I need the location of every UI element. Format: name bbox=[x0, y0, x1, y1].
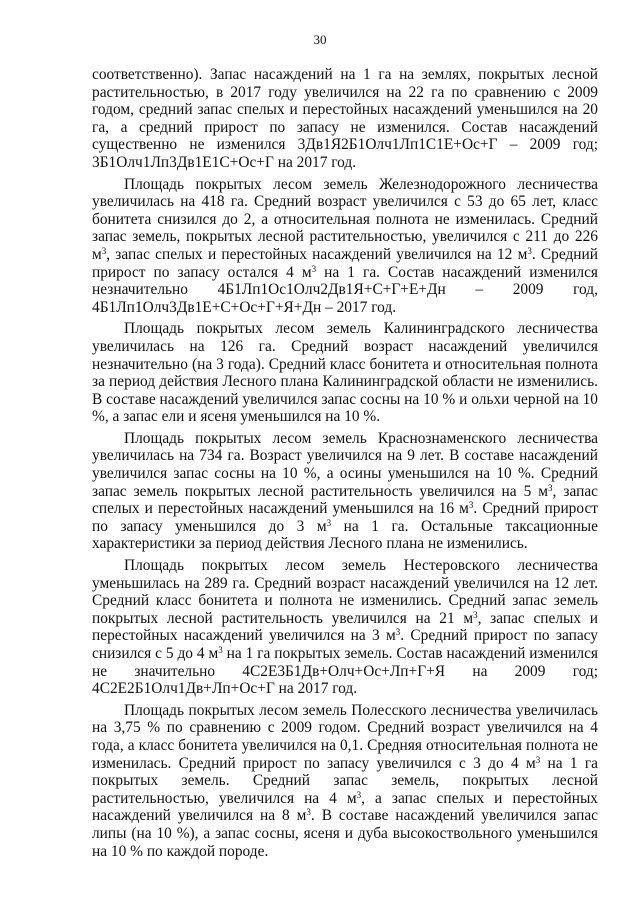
superscript: 3 bbox=[311, 263, 317, 274]
superscript: 3 bbox=[473, 609, 478, 620]
paragraph-continuation bbox=[92, 66, 598, 172]
text-run: Площадь покрытых лесом земель Нестеровского лесничества уменьшилась на 289 га. Средний возраст насаждений увеличился на 12 лет. Средний класс бонитета и полнота не изменились. Средний запас земель покрытых лесной растительность увеличился на 21 м bbox=[92, 557, 598, 627]
text-run: . Средний прирост по запасу снизился с 5 до 4 м bbox=[92, 627, 598, 662]
superscript: 3 bbox=[535, 754, 541, 765]
superscript: 3 bbox=[101, 245, 107, 256]
superscript: 3 bbox=[218, 645, 223, 655]
paragraph-zheleznodorozhny bbox=[92, 176, 598, 317]
text-run: Площадь покрытых лесом земель Краснознаменского лесничества увеличилась на 734 га. Возраст увеличился на 9 лет. В составе насаждений увеличился запас сосны на 10 %, а осины уменьшился на 10 %. Средний запас земель покрытых лесной растительность увеличился на 5 м bbox=[92, 429, 598, 500]
text-run: , запас спелых и перестойных насаждений уменьшился на 16 м bbox=[92, 482, 598, 518]
text-run: Площадь покрытых лесом земель Калининградского лесничества увеличилась на 126 га. Средний возраст насаждений увеличился незначительно (на 3 года). Средний класс бонитета и относительная полнота за период действия Лесного плана Калининградской области не изменились. В составе насаждений увеличился запас сосны на 10 % и ольхи черной на 10 %, а запас ели и ясеня уменьшился на 10 %. bbox=[92, 320, 598, 426]
paragraph-krasnoznamensk bbox=[92, 430, 598, 553]
page-number: 30 bbox=[313, 32, 327, 47]
text-run: соответственно). Запас насаждений на 1 га на землях, покрытых лесной растительностью, в 2017 году увеличился на 22 га по сравнению с 2009 годом, средний запас спелых и перестойных насаждений уменьшился на 20 га, а средний прирост по запасу не изменился. Состав насаждений существенно не изменился 3Дв1Я2Б1Олч1Лп1С1Е+Ос+Г – 2009 год; 3Б1Олч1Лп3Дв1Е1С+Ос+Г на 2017 год. bbox=[92, 66, 598, 171]
text-run: на 1 га. Остальные таксационные характеристики за период действия Лесного плана не изменились. bbox=[92, 517, 598, 553]
superscript: 3 bbox=[306, 807, 311, 818]
text-run: , запас спелых и перестойных насаждений увеличился на 12 м bbox=[106, 245, 528, 263]
superscript: 3 bbox=[395, 627, 401, 638]
text-run: , а запас спелых и перестойных насаждений увеличился на 8 м bbox=[92, 789, 598, 825]
superscript: 3 bbox=[356, 789, 362, 800]
text-run: на 1 га. Состав насаждений изменился незначительно 4Б1Лп1Ос1Олч2Дв1Я+С+Г+Е+Дн – 2009 год, 4Б1Лп1Олч3Дв1Е+С+Ос+Г+Я+Дн – 2017 год. bbox=[92, 263, 598, 316]
text-run: Площадь покрытых лесом земель Полесского лесничества увеличилась на 3,75 % по сравнению с 2009 годом. Средний возраст увеличился на 4 года, а класс бонитета увеличился на 0,1. Средняя относительная полнота не изменилась. Средний прирост по запасу увеличился с 3 до 4 м bbox=[92, 701, 598, 772]
superscript: 3 bbox=[527, 245, 532, 256]
text-run: . Средний прирост по запасу уменьшился до 3 м bbox=[92, 500, 599, 535]
superscript: 3 bbox=[548, 482, 553, 493]
paragraph-polessk bbox=[92, 702, 598, 860]
text-run: , запас спелых и перестойных насаждений увеличился на 3 м bbox=[92, 609, 598, 645]
text-run: на 1 га покрытых земель. Состав насаждений изменился не значительно 4С2Е3Б1Дв+Олч+Ос+Лп+Г+Я на 2009 год; 4С2Е2Б1Олч1Дв+Лп+Ос+Г на 2017 год. bbox=[92, 645, 599, 698]
text-run: на 1 га покрытых земель. Средний запас земель, покрытых лесной растительностью, увеличился на 4 м bbox=[92, 754, 598, 807]
body-text bbox=[92, 66, 598, 864]
superscript: 3 bbox=[326, 517, 332, 528]
superscript: 3 bbox=[468, 500, 474, 511]
text-run: Площадь покрытых лесом земель Железнодорожного лесничества увеличилась на 418 га. Средний возраст увеличился с 53 до 65 лет, класс бонитета снизился до 2, а относительная полнота не изменилась. Средний запас земель, покрытых лесной растительностью, увеличился с 211 до 226 м bbox=[92, 175, 598, 263]
text-run: . В составе насаждений увеличился запас липы (на 10 %), а запас сосны, ясеня и дуба высокоствольного уменьшился на 10 % по каждой породе. bbox=[92, 807, 598, 860]
text-run: . Средний прирост по запасу остался 4 м bbox=[92, 245, 599, 281]
paragraph-kaliningrad bbox=[92, 320, 598, 426]
paragraph-nesterov bbox=[92, 557, 598, 698]
